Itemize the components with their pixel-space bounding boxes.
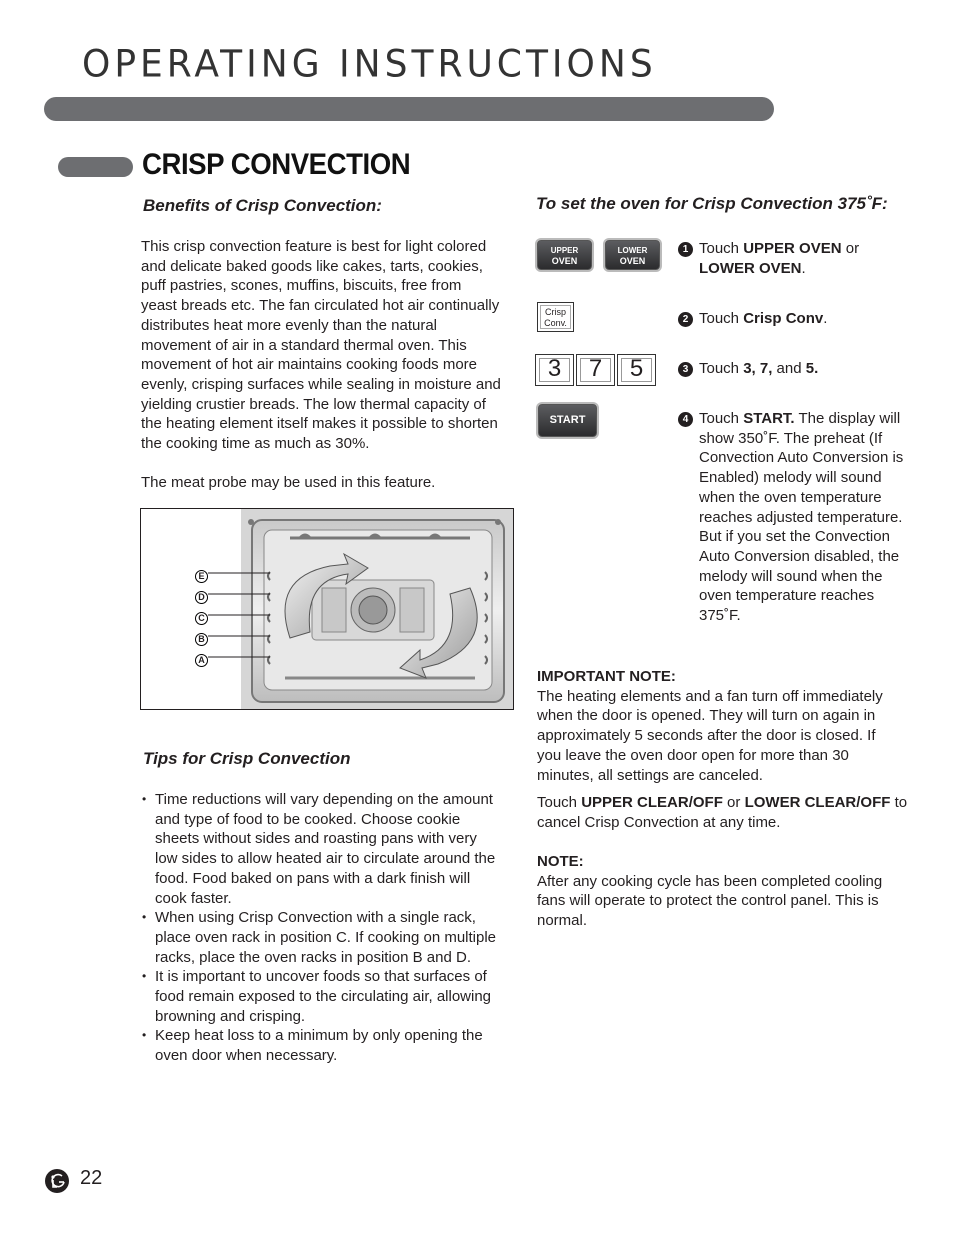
rack-label-b: B [195,629,208,650]
setup-heading: To set the oven for Crisp Convection 375˚F: [536,194,888,213]
probe-note: The meat probe may be used in this feature. [141,474,436,491]
note-block: NOTE: After any cooking cycle has been completed cooling fans will operate to protect the control panel. This is normal. [537,852,917,931]
digit-key-3: 3 [535,354,574,386]
benefits-line: yeast breads etc. The fan circulated hot air continually [141,297,500,315]
page-number: 22 [80,1167,103,1189]
rack-leader-lines [208,568,278,668]
benefits-line: This crisp convection feature is best for light colored [141,238,487,255]
lower-oven-key: LOWER OVEN [605,240,660,270]
step-text: Touch UPPER OVEN or LOWER OVEN. [699,240,860,277]
benefits-line: yielding crustier breads. The low thermal capacity of [141,395,486,413]
step-text: Touch Crisp Conv. [699,310,828,327]
benefits-line: and delicate baked goods like cakes, tarts, cookies, [141,257,483,275]
rack-label-e: E [195,566,208,587]
rack-position-labels [195,566,208,671]
tip-item: • Keep heat loss to a minimum by only opening the oven door when necessary. [141,1026,521,1065]
rack-label-a: A [195,650,208,671]
step-number: 2 [678,312,693,327]
tips-list [141,790,521,1066]
lg-logo-icon [44,1168,70,1194]
benefits-line: the heating element itself makes it possible to shorten [141,415,498,433]
digit-key-7: 7 [576,354,615,386]
digit-key-5: 5 [617,354,656,386]
rack-label-d: D [195,587,208,608]
start-key: START [538,404,597,437]
rack-label-c: C [195,608,208,629]
benefits-paragraph [141,237,521,454]
tip-item: • When using Crisp Convection with a single rack, place oven rack in position C. If cooking on multiple racks, place the oven racks in position B and D. [141,908,521,967]
section-title: CRISP CONVECTION [142,148,411,181]
page-header-title: OPERATING INSTRUCTIONS [82,42,657,87]
step-text: Touch START. The display will show 350˚F. The preheat (If Convection Auto Conversion is Enabled) melody will sound when the oven temperature reaches adjusted temperature. But if you set the Convection Auto Conversion disabled, the melody will sound when the oven temperature reaches 375˚F. [699,410,904,625]
step-number: 4 [678,412,693,427]
tip-item: • Time reductions will vary depending on the amount and type of food to be cooked. Choose cookie sheets without sides and roasting pans with very low sides to allow heated air to circulate around the food. Food baked on pans with a dark finish will cook faster. [141,790,521,908]
benefits-line: distributes heat more evenly than the natural [141,316,438,334]
upper-oven-key: UPPER OVEN [537,240,592,270]
step-number: 3 [678,362,693,377]
benefits-line: movement of hot air maintains cooking foods more [141,356,477,374]
tip-item: • It is important to uncover foods so that surfaces of food remain exposed to the circulating air, allowing browning and crisping. [141,967,521,1026]
crisp-conv-key: Crisp Conv. [537,302,574,332]
benefits-line: evenly, crisping surfaces while sealing in moisture and [141,375,501,393]
important-note: IMPORTANT NOTE: The heating elements and a fan turn off immediately when the door is opened. They will turn on again in approximately 5 seconds after the door is closed. If you leave the oven door open for more than 30 minutes, all settings are canceled. [537,667,917,785]
section-pill [58,157,133,177]
benefits-line: puff pastries, scones, muffins, biscuits, free from [141,277,462,295]
oven-diagram [140,508,514,710]
tips-heading: Tips for Crisp Convection [143,749,351,768]
clear-off-note: Touch UPPER CLEAR/OFF or LOWER CLEAR/OFF to cancel Crisp Convection at any time. [537,794,908,831]
step-text: Touch 3, 7, and 5. [699,360,819,377]
benefits-line: movement of air in a standard thermal oven. This [141,336,467,354]
step-number: 1 [678,242,693,257]
benefits-heading: Benefits of Crisp Convection: [143,196,382,215]
header-bar [44,97,774,121]
benefits-line: the cooking time as much as 30%. [141,435,370,453]
important-heading: IMPORTANT NOTE: [537,668,676,685]
note-heading: NOTE: [537,853,584,870]
